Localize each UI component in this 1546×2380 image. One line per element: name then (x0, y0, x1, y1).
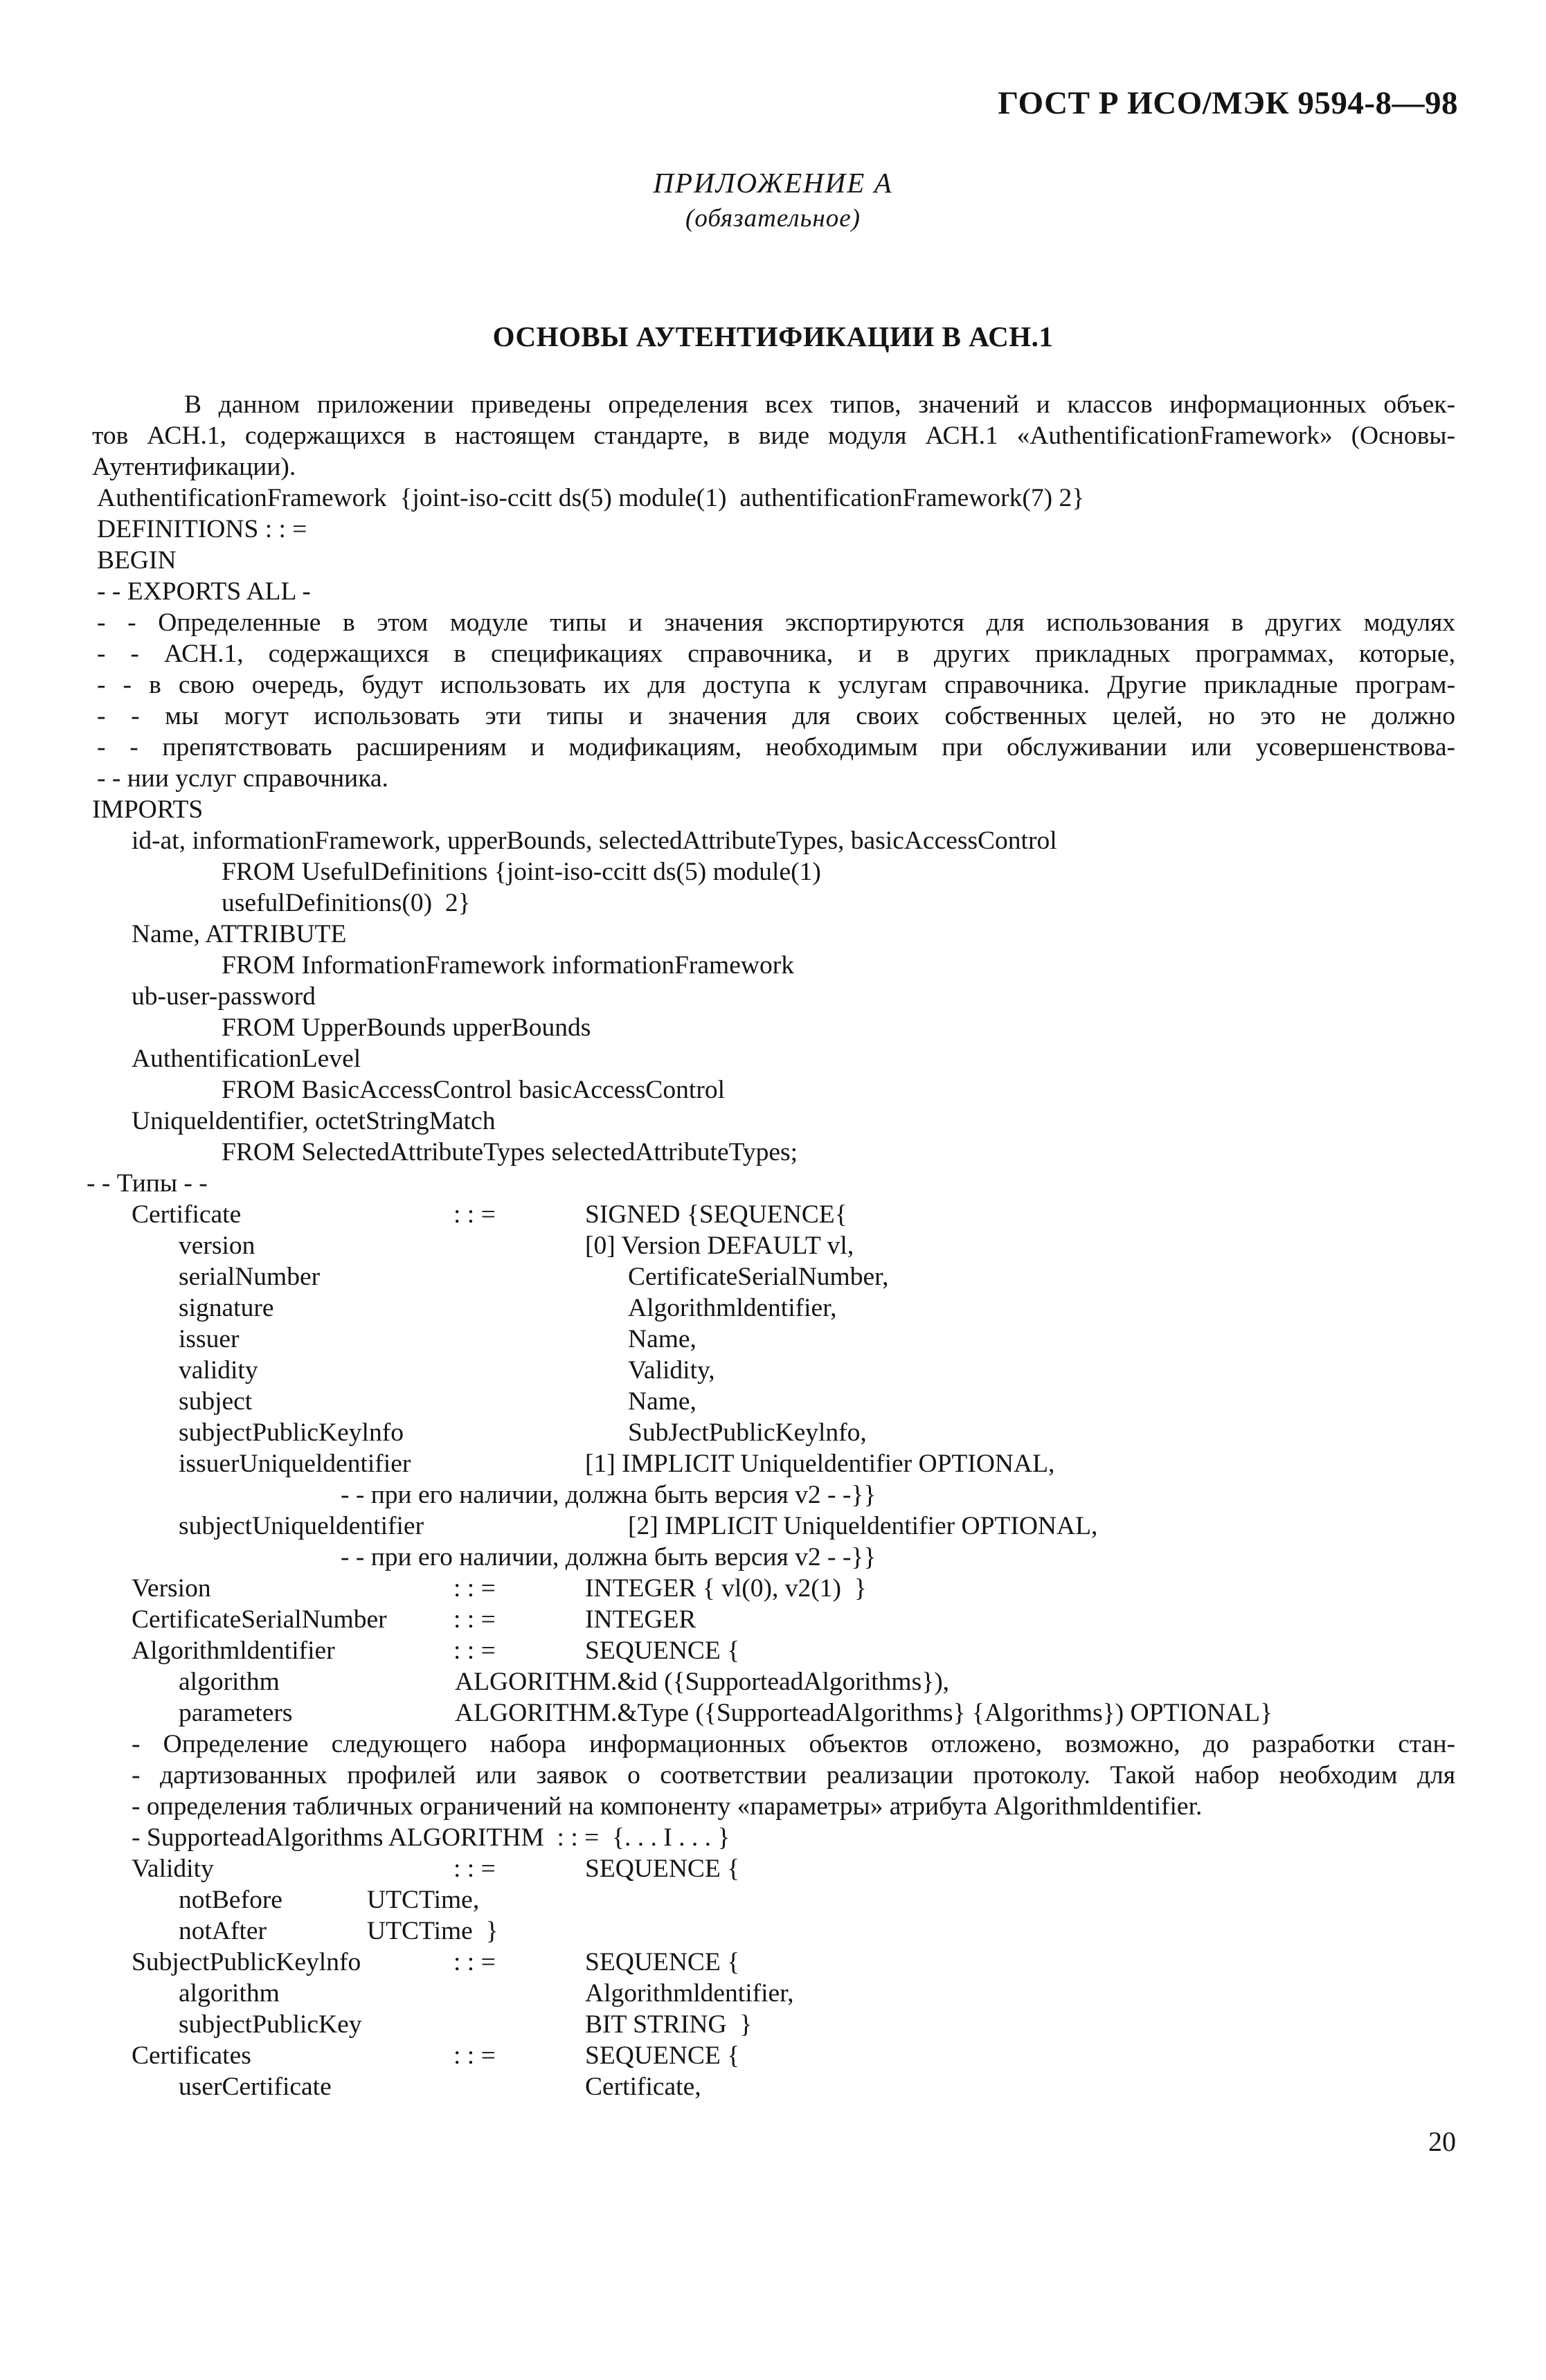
assignment-operator: : : = (453, 1574, 496, 1603)
import-line: AuthentificationLevel (132, 1045, 361, 1073)
import-line: FROM BasicAccessControl basicAccessControl (222, 1076, 725, 1104)
field-type: UTCTime } (367, 1917, 498, 1945)
field-type: Validity, (628, 1356, 715, 1385)
field-type: ALGORITHM.&Type ({SupporteadAlgorithms} {Algorithms}) OPTIONAL} (455, 1699, 1273, 1727)
comment-line: - - Определенные в этом модуле типы и значения экспортируются для использования в других модулях (97, 608, 1455, 637)
comment-line: - - мы могут использовать эти типы и значения для своих собственных целей, но это не должно (97, 702, 1455, 730)
import-line: FROM SelectedAttributeTypes selectedAttributeTypes; (222, 1138, 798, 1166)
appendix-status: (обязательное) (685, 204, 861, 233)
field-name: subjectPublicKey (179, 2010, 362, 2039)
import-line: usefulDefinitions(0) 2} (222, 889, 471, 917)
field-type: UTCTime, (367, 1886, 480, 1914)
field-type: Algorithmldentifier, (585, 1979, 794, 2008)
field-name: version (179, 1232, 255, 1260)
assignment-operator: : : = (453, 1855, 496, 1883)
field-type: ALGORITHM.&id ({SupporteadAlgorithms}), (455, 1668, 950, 1696)
type-name: CertificateSerialNumber (132, 1605, 387, 1634)
field-name: algorithm (179, 1979, 280, 2008)
field-type: CertificateSerialNumber, (628, 1263, 889, 1291)
field-type: [1] IMPLICIT Uniqueldentifier OPTIONAL, (585, 1450, 1055, 1478)
field-name: subjectUniqueldentifier (179, 1512, 424, 1540)
assignment-operator: : : = (453, 2041, 496, 2070)
exports-line: - - EXPORTS ALL - (97, 577, 311, 606)
comment-line: - - нии услуг справочника. (97, 764, 388, 793)
note-line: - Определение следующего набора информационных объектов отложено, возможно, до разработки стан- (132, 1730, 1455, 1758)
field-type: [0] Version DEFAULT vl, (585, 1232, 854, 1260)
page-number: 20 (1428, 2126, 1456, 2157)
comment-line: - - при его наличии, должна быть версия v2 - -}} (341, 1481, 877, 1509)
import-line: Name, ATTRIBUTE (132, 920, 347, 948)
field-type: BIT STRING } (585, 2010, 753, 2039)
field-type: Certificate, (585, 2073, 701, 2101)
field-name: parameters (179, 1699, 293, 1727)
assignment-operator: : : = (453, 1948, 496, 1976)
field-name: validity (179, 1356, 258, 1385)
type-name: SubjectPublicKeylnfo (132, 1948, 361, 1976)
field-name: notAfter (179, 1917, 267, 1945)
assignment-operator: : : = (453, 1637, 496, 1665)
import-line: FROM UpperBounds upperBounds (222, 1013, 591, 1042)
field-name: issuerUniqueldentifier (179, 1450, 411, 1478)
import-line: ub-user-password (132, 982, 316, 1011)
standard-header: ГОСТ Р ИСО/МЭК 9594-8—98 (998, 85, 1458, 121)
appendix-label: ПРИЛОЖЕНИЕ А (653, 167, 893, 199)
import-line: Uniqueldentifier, octetStringMatch (132, 1107, 496, 1135)
assignment-operator: : : = (453, 1200, 496, 1229)
type-definition: SEQUENCE { (585, 1855, 740, 1883)
type-definition: INTEGER { vl(0), v2(1) } (585, 1574, 867, 1603)
type-name: Certificates (132, 2041, 251, 2070)
field-type: [2] IMPLICIT Uniqueldentifier OPTIONAL, (628, 1512, 1098, 1540)
comment-line: - - при его наличии, должна быть версия v2 - -}} (341, 1543, 877, 1571)
field-name: subject (179, 1387, 253, 1416)
module-definition-line: AuthentificationFramework {joint-iso-ccitt ds(5) module(1) authentificationFramework(7) 2} (97, 484, 1085, 512)
import-line: FROM InformationFramework informationFramework (222, 951, 794, 980)
comment-line: - - препятствовать расширениям и модификациям, необходимым при обслуживании или усовершенствова- (97, 733, 1455, 761)
comment-line: - - в свою очередь, будут использовать их для доступа к услугам справочника. Другие прикладные програм- (97, 671, 1455, 699)
type-name: Certificate (132, 1200, 242, 1229)
field-name: algorithm (179, 1668, 280, 1696)
type-definition: SEQUENCE { (585, 1948, 740, 1976)
field-name: issuer (179, 1325, 240, 1353)
note-line: - SupporteadAlgorithms ALGORITHM : : = {. . . I . . . } (132, 1823, 730, 1852)
field-name: signature (179, 1294, 274, 1322)
import-line: FROM UsefulDefinitions {joint-iso-ccitt ds(5) module(1) (222, 858, 821, 886)
intro-line: тов АСН.1, содержащихся в настоящем стандарте, в виде модуля АСН.1 «AuthentificationFramework» (Основы- (92, 422, 1455, 450)
intro-line: В данном приложении приведены определения всех типов, значений и классов информационных объек- (184, 390, 1455, 419)
field-type: Algorithmldentifier, (628, 1294, 837, 1322)
assignment-operator: : : = (453, 1605, 496, 1634)
types-comment: - - Типы - - (87, 1169, 208, 1198)
begin-line: BEGIN (97, 546, 177, 575)
type-definition: SEQUENCE { (585, 1637, 740, 1665)
comment-line: - - АСН.1, содержащихся в спецификациях справочника, и в других прикладных программах, которые, (97, 640, 1455, 668)
intro-line: Аутентификации). (92, 453, 296, 481)
field-name: serialNumber (179, 1263, 321, 1291)
field-name: subjectPublicKeylnfo (179, 1418, 404, 1447)
type-name: Validity (132, 1855, 214, 1883)
type-definition: SEQUENCE { (585, 2041, 740, 2070)
field-type: Name, (628, 1325, 696, 1353)
note-line: - определения табличных ограничений на компоненту «параметры» атрибута Algorithmldentifier. (132, 1792, 1203, 1821)
field-name: userCertificate (179, 2073, 332, 2101)
type-name: Version (132, 1574, 211, 1603)
field-name: notBefore (179, 1886, 282, 1914)
type-definition: SIGNED {SEQUENCE{ (585, 1200, 847, 1229)
field-type: Name, (628, 1387, 696, 1416)
note-line: - дартизованных профилей или заявок о соответствии реализации протоколу. Такой набор необходим для (132, 1761, 1455, 1789)
definitions-line: DEFINITIONS : : = (97, 515, 307, 543)
type-name: Algorithmldentifier (132, 1637, 335, 1665)
section-title: ОСНОВЫ АУТЕНТИФИКАЦИИ В АСН.1 (492, 321, 1054, 352)
import-line: id-at, informationFramework, upperBounds, selectedAttributeTypes, basicAccessControl (132, 827, 1057, 855)
type-definition: INTEGER (585, 1605, 696, 1634)
imports-keyword: IMPORTS (92, 795, 204, 824)
field-type: SubJectPublicKeylnfo, (628, 1418, 867, 1447)
